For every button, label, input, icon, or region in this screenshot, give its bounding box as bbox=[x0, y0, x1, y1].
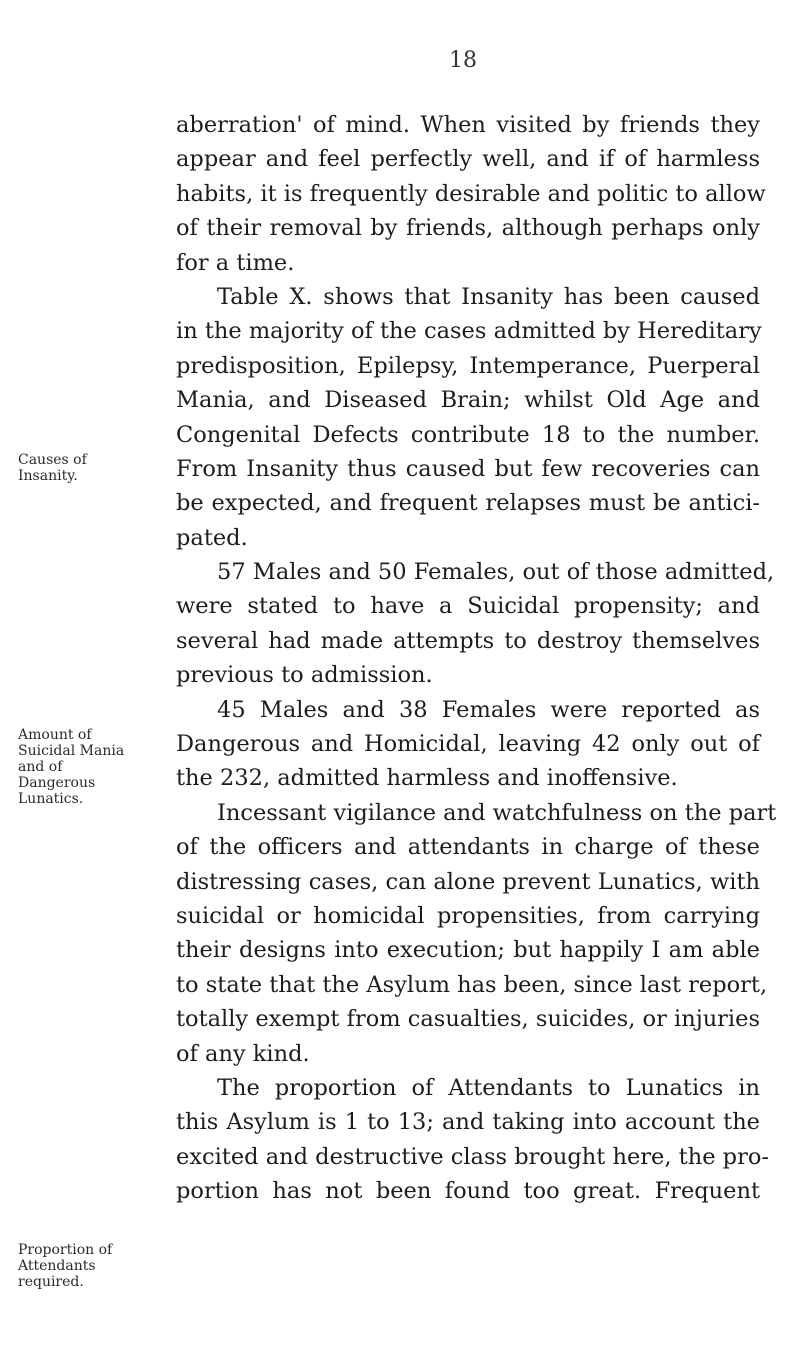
text-line: of any kind. bbox=[176, 1040, 310, 1067]
page-number: 18 bbox=[449, 48, 477, 73]
text-line: suicidal or homicidal propensities, from carrying bbox=[176, 902, 760, 929]
text-line: pated. bbox=[176, 524, 248, 551]
text-line: previous to admission. bbox=[176, 662, 433, 689]
margin-note-line: Causes of bbox=[18, 452, 87, 468]
text-line: aberration' of mind. When visited by friends they bbox=[176, 112, 760, 138]
text-line: The proportion of Attendants to Lunatics in bbox=[217, 1074, 760, 1101]
margin-note-line: Proportion of bbox=[18, 1242, 113, 1258]
text-line: to state that the Asylum has been, since last report, bbox=[176, 971, 768, 998]
text-line: excited and destructive class brought here, the pro- bbox=[176, 1143, 769, 1170]
margin-note-line: Attendants bbox=[18, 1258, 96, 1274]
text-line: of the officers and attendants in charge of these bbox=[176, 834, 760, 861]
margin-note-attendants bbox=[18, 1242, 178, 1290]
text-line: habits, it is frequently desirable and politic to allow bbox=[176, 180, 766, 207]
text-line: this Asylum is 1 to 13; and taking into account the bbox=[176, 1109, 760, 1136]
text-line: distressing cases, can alone prevent Lunatics, with bbox=[176, 868, 760, 895]
text-line: Dangerous and Homicidal, leaving 42 only out of bbox=[176, 731, 760, 758]
text-line: of their removal by friends, although perhaps only bbox=[176, 215, 760, 242]
text-line: several had made attempts to destroy themselves bbox=[176, 627, 760, 654]
text-line: were stated to have a Suicidal propensity; and bbox=[176, 593, 760, 620]
text-line: their designs into execution; but happily I am able bbox=[176, 937, 760, 964]
margin-note-line: Insanity. bbox=[18, 468, 78, 484]
margin-note-line: and of bbox=[18, 759, 63, 775]
text-line: portion has not been found too great. Frequent bbox=[176, 1178, 760, 1205]
text-line: the 232, admitted harmless and inoffensive. bbox=[176, 765, 678, 792]
text-line: in the majority of the cases admitted by Hereditary bbox=[176, 318, 762, 345]
margin-note-line: Suicidal Mania bbox=[18, 743, 125, 759]
text-line: for a time. bbox=[176, 249, 295, 276]
text-line: be expected, and frequent relapses must be antici- bbox=[176, 490, 760, 517]
text-line: 45 Males and 38 Females were reported as bbox=[217, 696, 760, 723]
text-line: Congenital Defects contribute 18 to the number. bbox=[176, 421, 760, 448]
text-line: Incessant vigilance and watchfulness on the part bbox=[217, 799, 777, 826]
text-line: appear and feel perfectly well, and if of harmless bbox=[176, 146, 760, 173]
text-line: 57 Males and 50 Females, out of those admitted, bbox=[217, 559, 775, 586]
text-line: From Insanity thus caused but few recoveries can bbox=[176, 455, 760, 482]
margin-note-line: Amount of bbox=[18, 727, 92, 743]
margin-note-causes-of-insanity bbox=[18, 452, 178, 484]
text-line: Table X. shows that Insanity has been caused bbox=[217, 283, 760, 310]
margin-note-line: Lunatics. bbox=[18, 791, 84, 807]
margin-note-line: required. bbox=[18, 1274, 84, 1290]
text-line: predisposition, Epilepsy, Intemperance, Puerperal bbox=[176, 352, 760, 379]
body-text bbox=[176, 108, 777, 1209]
text-line: Mania, and Diseased Brain; whilst Old Age and bbox=[176, 387, 760, 414]
text-line: totally exempt from casualties, suicides, or injuries bbox=[176, 1006, 760, 1033]
margin-note-suicidal-mania bbox=[18, 727, 178, 807]
margin-note-line: Dangerous bbox=[18, 775, 96, 791]
